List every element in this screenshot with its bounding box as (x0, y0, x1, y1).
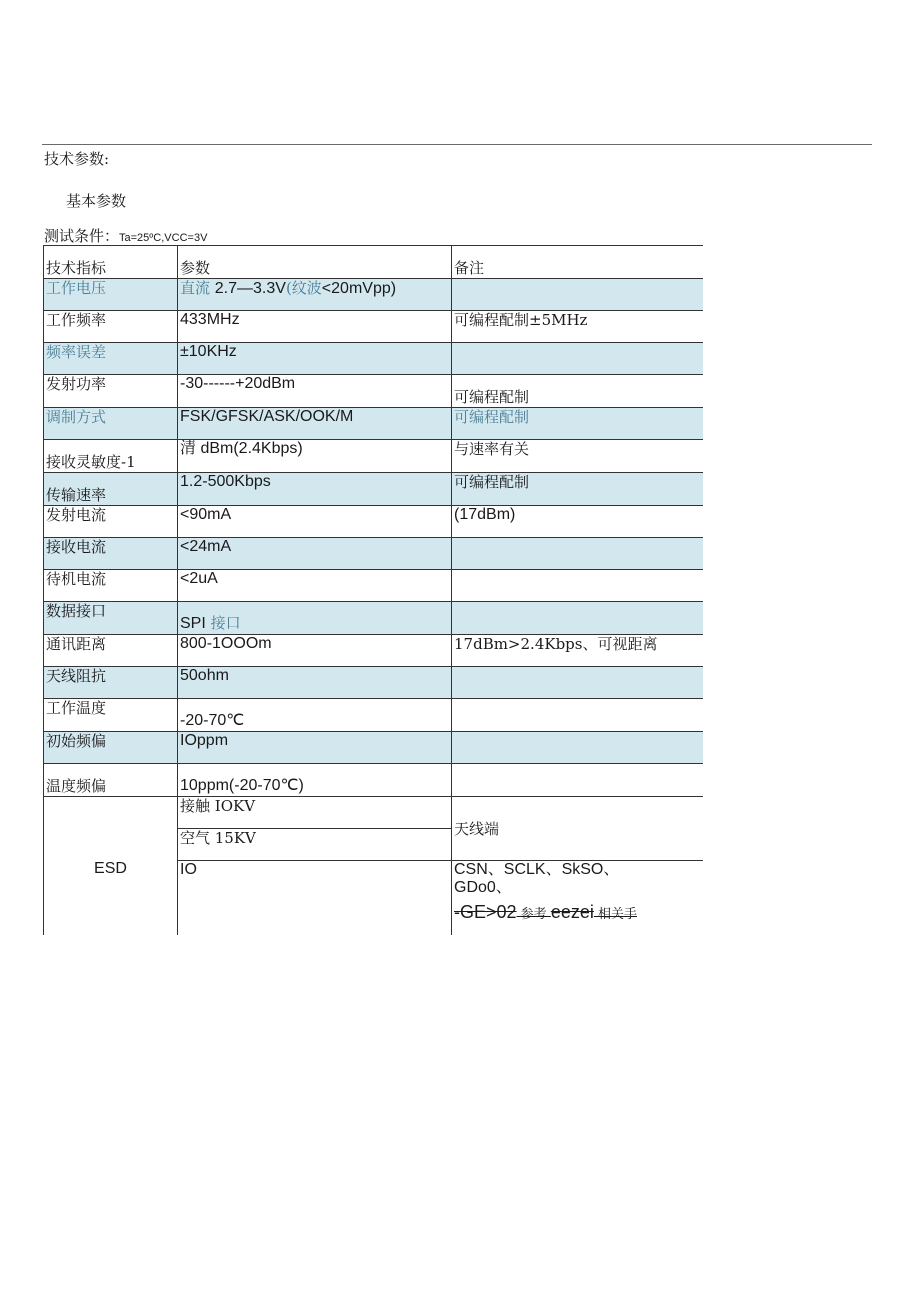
header-param: 参数 (178, 246, 452, 279)
table-row (44, 699, 704, 732)
row-note (452, 732, 704, 764)
row-name: 接收灵敏度-1 (44, 440, 178, 473)
row-note: 可编程配制 (452, 375, 704, 408)
row-name: 发射电流 (44, 506, 178, 538)
table-row (44, 473, 704, 506)
table-row (44, 764, 704, 797)
row-note (452, 602, 704, 635)
esd-note-line1: CSN、SCLK、SkSO、 (454, 861, 620, 878)
table-row-esd (44, 797, 704, 829)
subsection-heading: 基本参数 (66, 192, 127, 210)
esd-note-io (452, 861, 704, 936)
row-name: 初始频偏 (44, 732, 178, 764)
row-name: 天线阻抗 (44, 667, 178, 699)
row-note: 与速率有关 (452, 440, 704, 473)
row-name: 工作电压 (44, 279, 178, 311)
table-row (44, 343, 704, 375)
esd-label: ESD (44, 797, 178, 936)
row-param: 直流 2.7—3.3V(纹波<20mVpp) (178, 279, 452, 311)
esd-contact: 接触 IOKV (178, 797, 452, 829)
row-name: 数据接口 (44, 602, 178, 635)
row-param: 433MHz (178, 311, 452, 343)
row-name: 工作频率 (44, 311, 178, 343)
row-note (452, 343, 704, 375)
esd-air: 空气 15KV (178, 829, 452, 861)
row-name: 通讯距离 (44, 635, 178, 667)
row-note (452, 699, 704, 732)
table-row (44, 311, 704, 343)
row-note (452, 538, 704, 570)
top-rule (42, 144, 872, 145)
row-note: 可编程配制 (452, 473, 704, 506)
row-name: 温度频偏 (44, 764, 178, 797)
table-row (44, 279, 704, 311)
header-note: 备注 (452, 246, 704, 279)
section-heading: 技术参数: (44, 150, 110, 168)
row-name: 待机电流 (44, 570, 178, 602)
row-name: 调制方式 (44, 408, 178, 440)
row-param: 清 dBm(2.4Kbps) (178, 440, 452, 473)
test-conditions-value: Ta=25ºC,VCC=3V (119, 232, 208, 244)
header-spec: 技术指标 (44, 246, 178, 279)
row-param: IOppm (178, 732, 452, 764)
esd-note-struck: -GE>02 参考 eezei 相关手 (454, 902, 637, 922)
row-param: <2uA (178, 570, 452, 602)
row-note (452, 279, 704, 311)
row-param: <24mA (178, 538, 452, 570)
parameter-table-container (43, 245, 703, 935)
row-param: FSK/GFSK/ASK/OOK/M (178, 408, 452, 440)
row-note: 17dBm>2.4Kbps、可视距离 (452, 635, 704, 667)
row-note (452, 764, 704, 797)
row-name: 传输速率 (44, 473, 178, 506)
row-param: 10ppm(-20-70℃) (178, 764, 452, 797)
table-row (44, 440, 704, 473)
table-row (44, 602, 704, 635)
row-param: ±10KHz (178, 343, 452, 375)
row-name: 发射功率 (44, 375, 178, 408)
table-row (44, 506, 704, 538)
table-row (44, 570, 704, 602)
row-param: -30------+20dBm (178, 375, 452, 408)
row-note (452, 570, 704, 602)
row-param: 800-1OOOm (178, 635, 452, 667)
esd-note-line2: GDo0、 (454, 879, 512, 896)
row-note: 可编程配制±5MHz (452, 311, 704, 343)
table-row (44, 635, 704, 667)
row-param: 50ohm (178, 667, 452, 699)
row-param: -20-70℃ (178, 699, 452, 732)
row-param: <90mA (178, 506, 452, 538)
row-note: 可编程配制 (452, 408, 704, 440)
test-conditions-label: 测试条件： (44, 227, 120, 245)
parameter-table (43, 245, 703, 935)
table-row (44, 732, 704, 764)
test-conditions (44, 225, 207, 246)
row-name: 接收电流 (44, 538, 178, 570)
esd-note-antenna: 天线端 (452, 797, 704, 861)
table-row (44, 667, 704, 699)
table-header-row (44, 246, 704, 279)
table-row (44, 538, 704, 570)
table-row (44, 375, 704, 408)
row-param: 1.2-500Kbps (178, 473, 452, 506)
esd-io: IO (178, 861, 452, 936)
table-row (44, 408, 704, 440)
row-note (452, 667, 704, 699)
row-name: 工作温度 (44, 699, 178, 732)
row-note: (17dBm) (452, 506, 704, 538)
row-name: 频率误差 (44, 343, 178, 375)
row-param: SPI 接口 (178, 602, 452, 635)
